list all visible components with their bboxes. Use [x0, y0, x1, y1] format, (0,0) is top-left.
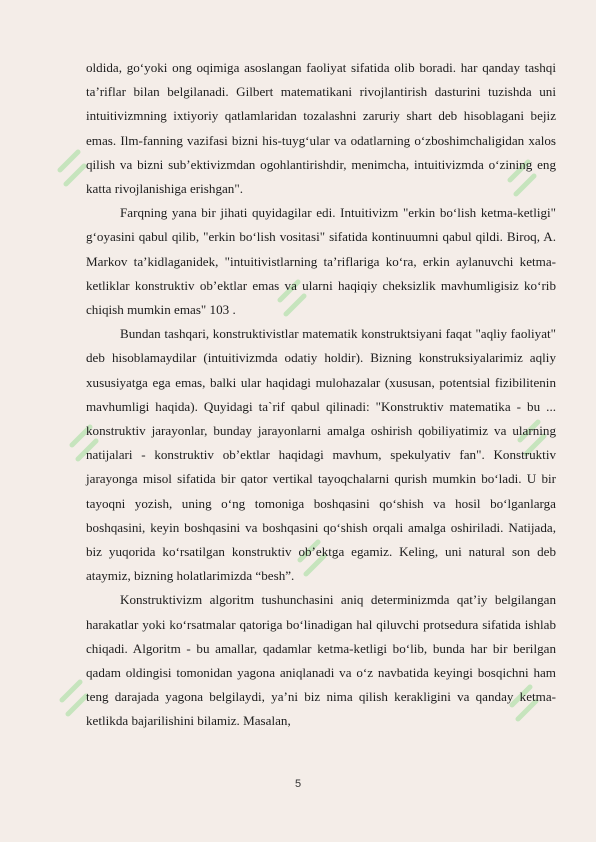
paragraph-4: Konstruktivizm algoritm tushunchasini aniq determinizmda qat’iy belgilangan harakatlar yoki ko‘rsatmalar qatoriga bo‘linadigan hal qiluvchi protsedura sifatida ishlab chiqadi. Algoritm - bu amallar, qadamlar ketma-ketligi bo‘lib, bunda har bir berilgan qadam oldingisi tomonidan yagona aniqlanadi va o‘z navbatida keyingi bosqichni ham teng darajada yagona belgilaydi, ya’ni biz nima qilish kerakligini va qanday ketma-ketlikda bajarilishini bilamiz. Masalan, [86, 592, 556, 729]
paragraph-1: oldida, go‘yoki ong oqimiga asoslangan faoliyat sifatida olib boradi. har qanday tashqi ta’riflar bilan belgilanadi. Gilbert matematikani rivojlantirish dasturini tuzishda uni intuitivizmning ixtiyoriy qatlamlaridan tozalashni zaruriy shart deb hisoblagani bejiz emas. Ilm-fanning vazifasi bizni his-tuyg‘ular va odatlarning o‘zboshimchaligidan xalos qilish va bizni sub’ektivizmdan ogohlantirishdir, menimcha, intuitivizmda o‘zining eng katta rivojlanishiga erishgan". [86, 60, 556, 197]
page-number: 5 [294, 778, 302, 790]
body-text [86, 56, 556, 734]
paragraph-3: Bundan tashqari, konstruktivistlar matematik konstruktsiyani faqat "aqliy faoliyat" deb hisoblamaydilar (intuitivizmda odatiy holdir). Bizning konstruksiyalarimiz aqliy xususiyatga ega emas, balki ular haqidagi mulohazalar (xususan, potentsial fizibilitenin mavhumligi haqida). Quyidagi ta`rif qabul qilinadi: "Konstruktiv matematika - bu ... konstruktiv jarayonlar, bunday jarayonlarni amalga oshirish qobiliyatimiz va ularning natijalari - konstruktiv ob’ektlar haqidagi mavhum, spekulyativ fan". Konstruktiv jarayonga misol sifatida bir qator vertikal tayoqchalarni qurish mumkin bo‘ladi. U bir tayoqni yozish, uning o‘ng tomoniga boshqasini qo‘shish va hosil bo‘lganlarga boshqasini, keyin boshqasini va boshqasini qo‘shish orqali amalga oshiriladi. Natijada, biz yuqorida ko‘rsatilgan konstruktiv ob’ektga egamiz. Keling, uni natural son deb ataymiz, bizning holatlarimizda “besh”. [86, 326, 556, 584]
paragraph-2: Farqning yana bir jihati quyidagilar edi. Intuitivizm "erkin bo‘lish ketma-ketligi" g‘oyasini qabul qilib, "erkin bo‘lish vositasi" sifatida kontinuumni qabul qildi. Biroq, A. Markov ta’kidlaganidek, "intuitivistlarning ta’riflariga ko‘ra, erkin aylanuvchi ketma-ketliklar konstruktiv ob’ektlar emas va ularni haqiqiy cheksizlik mavhumligisiz ko‘rib chiqish mumkin emas" 103 . [86, 205, 556, 318]
